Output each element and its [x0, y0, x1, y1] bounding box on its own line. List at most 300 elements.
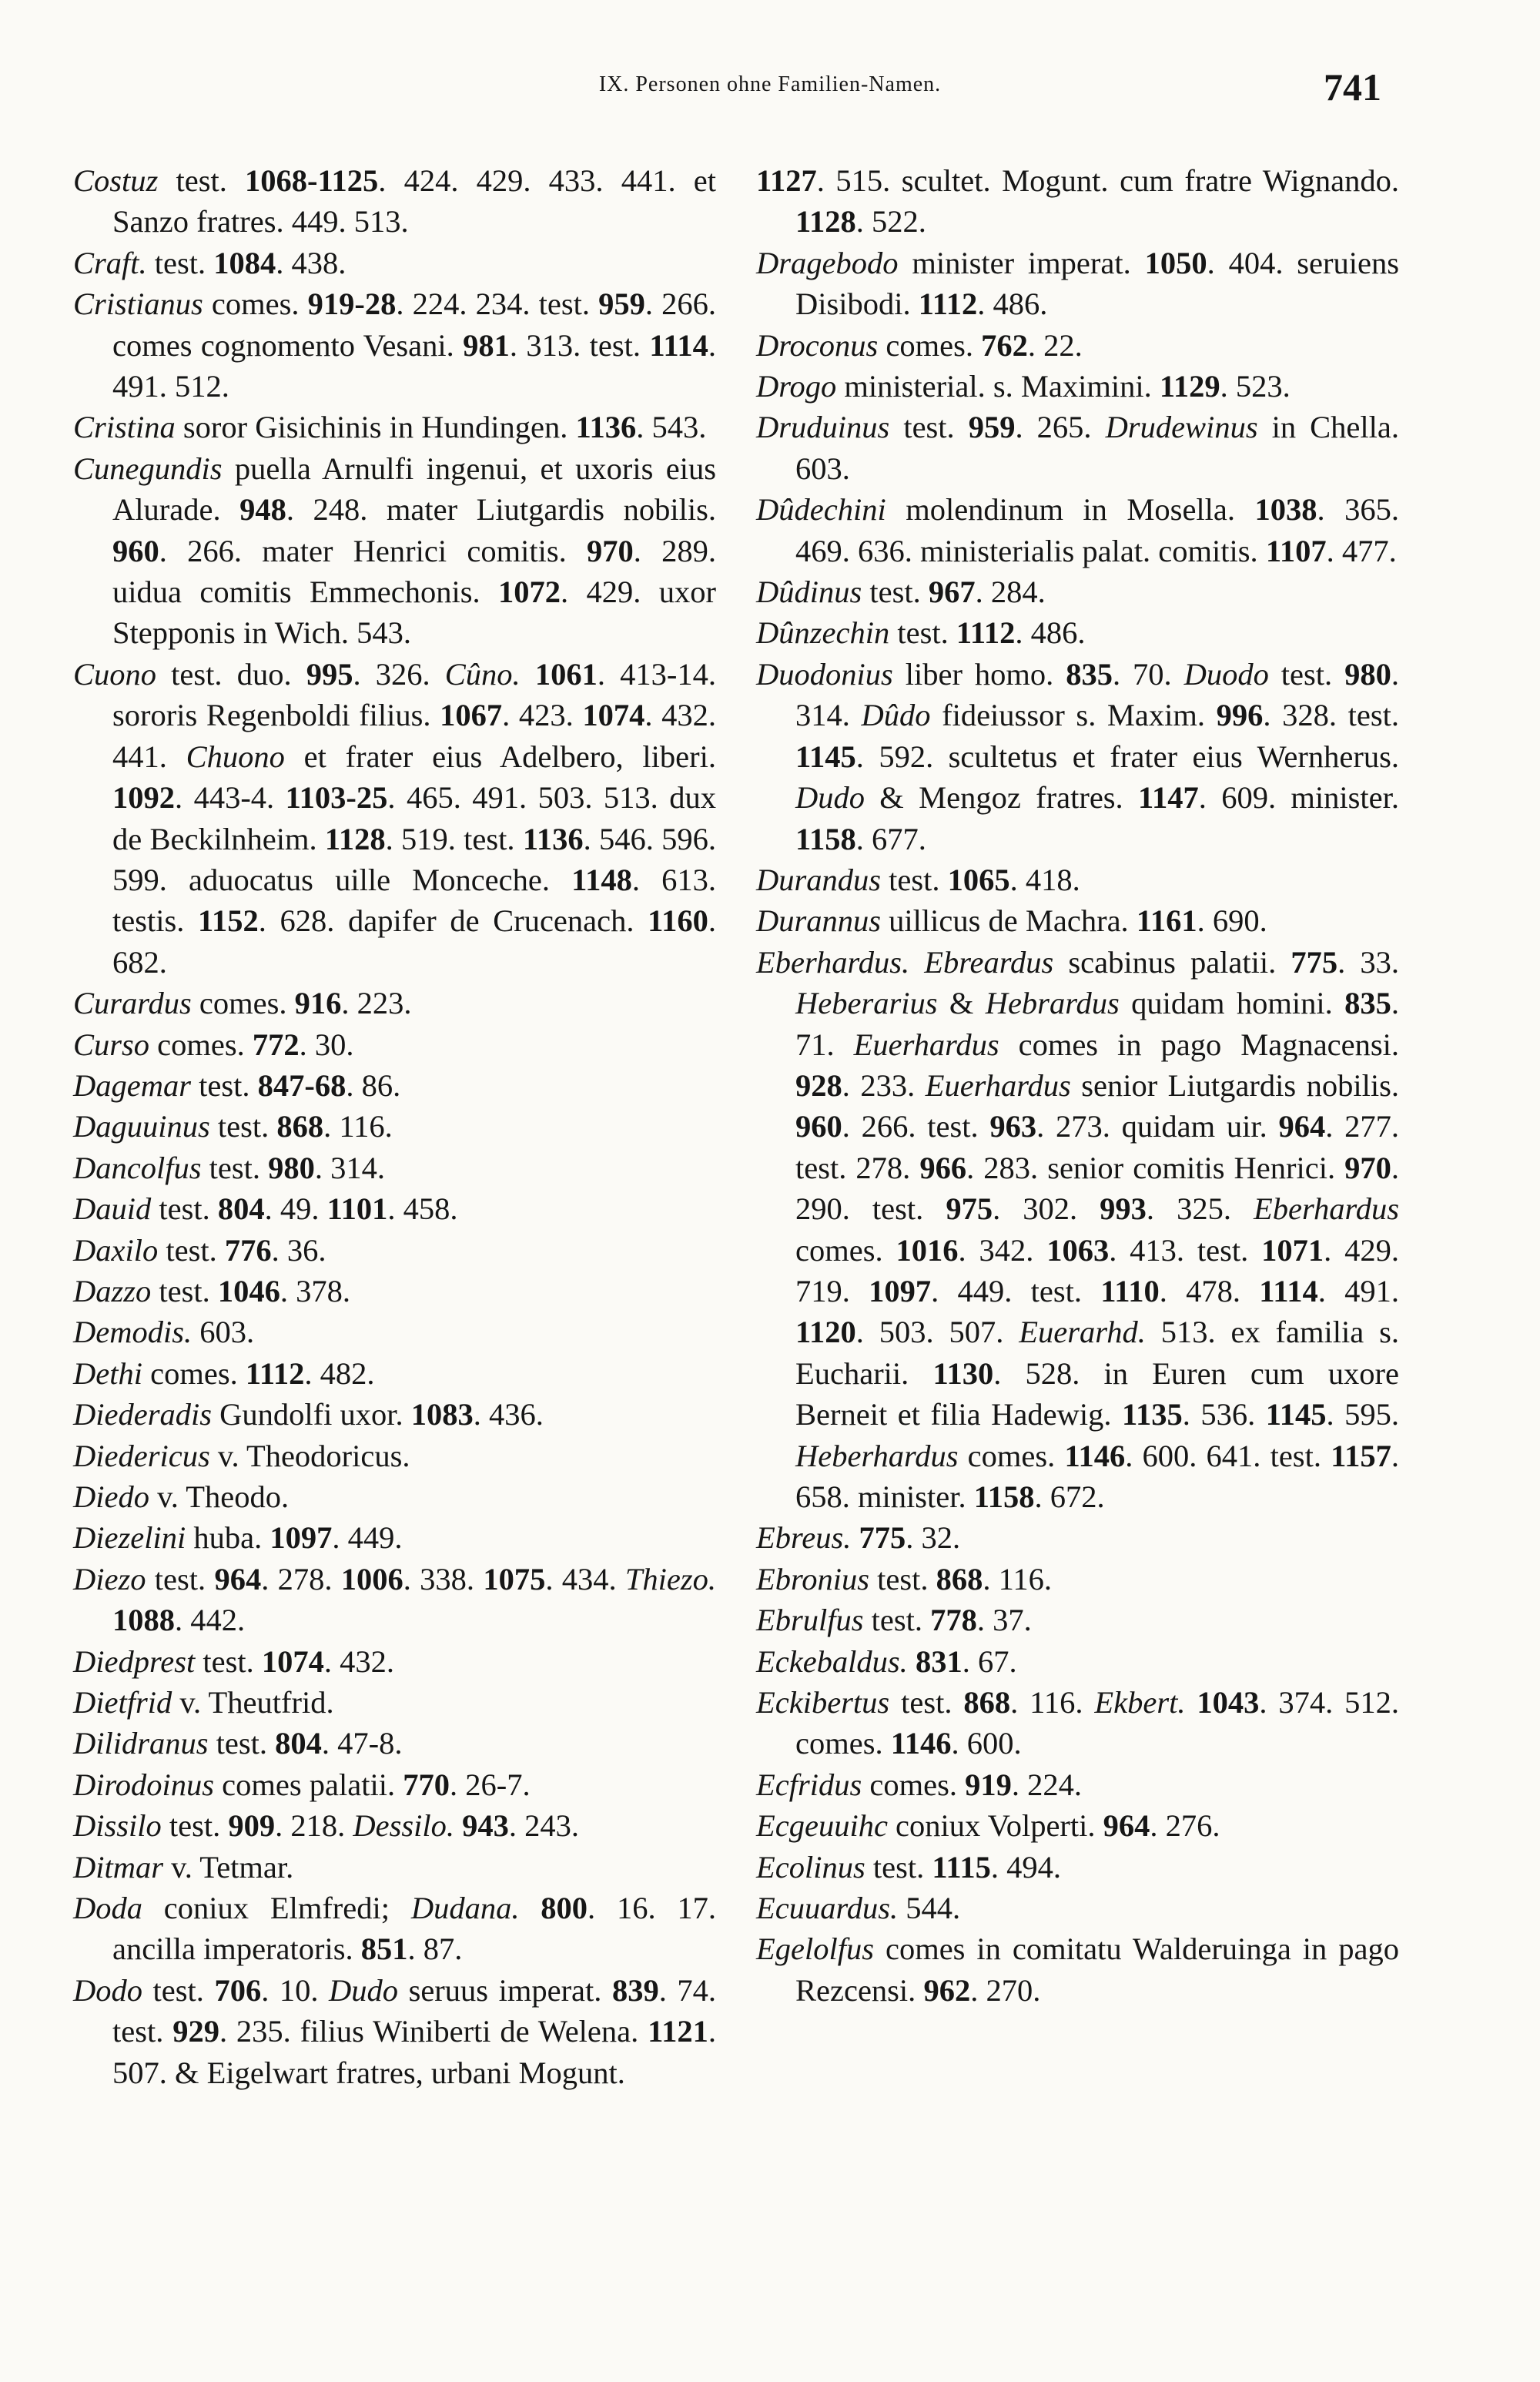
entry-year: 839: [611, 1972, 659, 2008]
entry-name: Doda: [73, 1891, 142, 1926]
entry-year: 980: [268, 1150, 315, 1185]
entry-name: Duodo: [1183, 656, 1269, 692]
entry-name: Dessilo.: [353, 1808, 455, 1844]
entry-text: . 486.: [977, 286, 1048, 322]
entry-text: [521, 657, 535, 692]
entry-text: test.: [889, 615, 956, 651]
index-entry: [756, 942, 1399, 1518]
entry-text: comes in comitatu Walderuinga in pago Rezcensi.: [795, 1931, 1399, 2008]
entry-name: Ecfridus: [756, 1767, 862, 1802]
index-column-right: [756, 160, 1399, 2011]
entry-year: 1158: [795, 821, 856, 856]
entry-year: 1110: [1100, 1273, 1160, 1308]
index-entry: [73, 1394, 716, 1435]
entry-name: Cristina: [73, 410, 176, 445]
index-entry: [73, 983, 716, 1023]
index-entry: [73, 1805, 716, 1846]
entry-year: 981: [463, 327, 510, 363]
entry-year: 1067: [440, 698, 503, 733]
entry-year: 1112: [918, 286, 978, 322]
entry-year: 1129: [1159, 369, 1220, 404]
index-entry: [73, 1723, 716, 1764]
entry-text: . 224.: [1011, 1767, 1082, 1802]
entry-text: minister imperat.: [898, 245, 1145, 280]
entry-year: 1146: [1064, 1438, 1126, 1473]
index-entry: [756, 859, 1399, 900]
entry-year: 980: [1344, 656, 1391, 692]
entry-text: test.: [142, 1972, 215, 2008]
entry-text: test.: [201, 1150, 269, 1185]
index-entry: [73, 243, 716, 283]
entry-year: 1016: [896, 1232, 959, 1268]
entry-name: Ecuuardus.: [756, 1891, 899, 1926]
entry-text: . 302.: [993, 1191, 1100, 1227]
entry-text: test.: [146, 1561, 215, 1596]
entry-text: . 266. mater Henrici comitis.: [159, 533, 587, 568]
index-entry: [756, 654, 1399, 859]
entry-name: Eberhardus: [1253, 1191, 1399, 1227]
entry-name: Dodo: [73, 1972, 142, 2008]
entry-text: . 289. uidua comitis Emmechonis.: [112, 533, 716, 610]
entry-name: Dauid: [73, 1191, 152, 1227]
index-entry: [73, 448, 716, 654]
entry-year: 800: [541, 1891, 588, 1926]
entry-name: Ebrulfus: [756, 1603, 864, 1638]
entry-name: Durannus: [756, 903, 882, 939]
entry-name: Heberarius: [795, 986, 938, 1021]
entry-year: 775: [859, 1520, 906, 1556]
entry-year: 804: [217, 1191, 265, 1227]
entry-year: 962: [923, 1972, 971, 2008]
entry-text: . 443-4.: [175, 780, 286, 816]
entry-year: 1136: [575, 410, 637, 445]
entry-text: [851, 1520, 859, 1555]
entry-text: comes.: [862, 1767, 966, 1802]
entry-text: v. Theodoricus.: [209, 1438, 410, 1473]
entry-text: scabinus palatii.: [1053, 944, 1291, 980]
entry-text: 513. ex familia s. Eucharii.: [795, 1315, 1400, 1391]
entry-year: 963: [989, 1109, 1037, 1144]
entry-name: Demodis.: [73, 1315, 192, 1350]
entry-text: . 325.: [1146, 1191, 1254, 1227]
entry-name: Dethi: [73, 1355, 142, 1391]
entry-text: . 243.: [508, 1808, 580, 1844]
entry-text: . 22.: [1027, 327, 1083, 363]
entry-text: . 609. minister.: [1198, 780, 1400, 816]
index-entry: [73, 1147, 716, 1188]
entry-name: Costuz: [73, 163, 159, 198]
entry-name: Diedo: [73, 1479, 149, 1514]
entry-year: 804: [275, 1726, 322, 1761]
entry-name: Thiezo.: [624, 1561, 717, 1596]
entry-year: 1061: [534, 656, 598, 692]
entry-year: 1145: [795, 739, 856, 774]
index-entry: [73, 1065, 716, 1106]
entry-text: . 116.: [1010, 1685, 1095, 1720]
entry-text: . 449.: [332, 1520, 403, 1556]
index-entry: [73, 1106, 716, 1147]
entry-text: . 235. filius Winiberti de Welena.: [219, 2014, 648, 2049]
entry-text: test.: [190, 1067, 258, 1103]
index-entry: [756, 489, 1399, 571]
entry-year: 835: [1344, 986, 1391, 1021]
entry-text: test.: [889, 410, 969, 445]
entry-text: . 278.: [261, 1561, 341, 1596]
entry-year: 1114: [1259, 1273, 1318, 1308]
entry-text: coniux Elmfredi;: [142, 1891, 411, 1926]
entry-text: . 276.: [1150, 1808, 1220, 1844]
entry-year: 960: [795, 1109, 842, 1144]
index-entry: [73, 1888, 716, 1970]
entry-name: Dudo: [329, 1972, 399, 2008]
entry-text: . 628. dapifer de Crucenach.: [258, 903, 648, 939]
entry-name: Craft.: [73, 245, 147, 280]
entry-year: 996: [1216, 698, 1264, 733]
entry-text: . 49.: [264, 1191, 327, 1227]
entry-text: . 491.: [1317, 1273, 1400, 1308]
entry-text: . 494.: [990, 1849, 1062, 1884]
entry-year: 1136: [522, 821, 584, 856]
entry-text: . 313. test.: [509, 327, 650, 363]
entry-name: Dragebodo: [756, 245, 899, 280]
entry-name: Drogo: [756, 369, 837, 404]
entry-text: test.: [209, 1109, 277, 1144]
entry-year: 995: [306, 656, 353, 692]
index-entry: [73, 160, 716, 243]
entry-year: 770: [403, 1767, 450, 1802]
entry-year: 835: [1066, 656, 1113, 692]
index-entry: [73, 1188, 716, 1229]
entry-text: test.: [863, 1603, 931, 1638]
entry-name: Daguuinus: [73, 1109, 210, 1144]
entry-text: . 326.: [353, 656, 445, 692]
index-entry: [756, 160, 1399, 243]
entry-text: uillicus de Machra.: [881, 903, 1137, 939]
index-entry: [73, 654, 716, 983]
entry-year: 1065: [947, 862, 1010, 897]
entry-name: Durandus: [756, 862, 882, 897]
entry-text: . 536.: [1182, 1397, 1266, 1432]
entry-text: test.: [158, 163, 246, 198]
entry-name: Ditmar: [73, 1849, 164, 1884]
entry-text: coniux Volperti.: [887, 1808, 1103, 1844]
entry-text: . 432. 441.: [112, 698, 716, 774]
entry-year: 1043: [1197, 1685, 1260, 1720]
entry-year: 1107: [1265, 533, 1327, 568]
entry-name: Dissilo: [73, 1808, 162, 1844]
entry-year: 1103-25: [285, 780, 388, 816]
entry-year: 1157: [1331, 1438, 1391, 1473]
entry-text: puella Arnulfi ingenui, et uxoris eius Alurade.: [112, 451, 716, 528]
entry-name: Ekbert.: [1094, 1685, 1186, 1720]
index-entry: [756, 571, 1399, 612]
entry-text: 603.: [192, 1315, 255, 1350]
entry-year: 959: [598, 286, 645, 322]
entry-text: . 342.: [958, 1232, 1047, 1268]
entry-text: senior Liutgardis nobilis.: [1070, 1067, 1400, 1103]
entry-year: 967: [928, 575, 976, 610]
entry-text: . 677.: [855, 821, 926, 856]
entry-year: 1075: [483, 1561, 546, 1596]
entry-text: &: [937, 986, 986, 1021]
entry-name: Diezelini: [73, 1520, 186, 1556]
entry-name: Druduinus: [756, 410, 890, 445]
entry-year: 706: [214, 1972, 262, 2008]
entry-text: Gundolfi uxor.: [211, 1397, 411, 1432]
entry-text: . 32.: [906, 1520, 961, 1556]
entry-year: 1006: [340, 1561, 403, 1596]
entry-text: . 429. uxor Stepponis in Wich. 543.: [112, 575, 716, 651]
entry-year: 1161: [1136, 903, 1197, 939]
index-entry: [73, 1476, 716, 1517]
entry-text: . 314.: [795, 656, 1399, 733]
entry-text: comes.: [878, 327, 982, 363]
entry-text: . 458.: [387, 1191, 458, 1227]
entry-text: . 71.: [795, 986, 1399, 1062]
entry-text: huba.: [186, 1520, 270, 1556]
index-entry: [756, 1559, 1399, 1600]
entry-name: Diedprest: [73, 1643, 196, 1679]
entry-year: 1074: [261, 1643, 324, 1679]
entry-text: . 378.: [280, 1273, 351, 1308]
index-entry: [73, 1641, 716, 1682]
entry-text: . 432.: [323, 1643, 394, 1679]
index-entry: [73, 1764, 716, 1805]
entry-year: 919: [965, 1767, 1012, 1802]
entry-year: 1114: [649, 327, 708, 363]
index-entry: [756, 1805, 1399, 1846]
entry-text: [908, 1644, 916, 1679]
index-entry: [73, 283, 716, 407]
entry-text: . 465. 491. 503. 513. dux de Beckilnheim.: [112, 780, 717, 856]
entry-text: test.: [208, 1726, 276, 1761]
entry-text: . 116.: [323, 1109, 393, 1144]
index-entry: [756, 1764, 1399, 1805]
index-entry: [756, 1517, 1399, 1558]
entry-name: Dagemar: [73, 1067, 191, 1103]
index-entry: [73, 1559, 716, 1641]
entry-text: . 543.: [636, 410, 707, 445]
entry-year: 966: [919, 1150, 967, 1185]
entry-text: quidam homini.: [1119, 986, 1345, 1021]
entry-text: . 682.: [112, 903, 716, 980]
entry-year: 1063: [1046, 1232, 1110, 1268]
entry-name: Duodonius: [756, 656, 893, 692]
entry-text: . 434.: [545, 1561, 625, 1596]
entry-text: . 595.: [1326, 1397, 1400, 1432]
index-entry: [73, 1024, 716, 1065]
entry-year: 964: [214, 1561, 262, 1596]
entry-text: test.: [195, 1643, 262, 1679]
entry-text: . 523.: [1220, 369, 1291, 404]
entry-name: Dirodoinus: [73, 1767, 215, 1802]
entry-text: 544.: [898, 1891, 961, 1926]
index-entry: [756, 366, 1399, 407]
entry-text: liber homo.: [892, 656, 1066, 692]
entry-name: Ecolinus: [756, 1849, 865, 1884]
entry-year: 1115: [932, 1849, 991, 1884]
entry-text: . 613. testis.: [112, 862, 717, 939]
entry-text: . 528. in Euren cum uxore Berneit et filia Hadewig.: [795, 1355, 1399, 1432]
entry-year: 851: [360, 1931, 408, 1967]
entry-text: . 449. test.: [931, 1273, 1101, 1308]
entry-text: . 442.: [175, 1603, 246, 1638]
entry-text: v. Theodo.: [149, 1479, 290, 1514]
index-entry: [73, 1271, 716, 1312]
index-entry: [73, 407, 716, 447]
entry-name: Chuono: [186, 739, 285, 774]
entry-text: . 477.: [1326, 533, 1397, 568]
entry-text: . 486.: [1015, 615, 1086, 651]
index-entry: [73, 1970, 716, 2093]
entry-text: test.: [151, 1273, 218, 1308]
entry-year: 847-68: [257, 1067, 346, 1103]
entry-name: Diederadis: [73, 1397, 212, 1432]
entry-year: 970: [587, 533, 634, 568]
entry-name: Euerhardus: [925, 1067, 1071, 1103]
index-entry: [73, 1312, 716, 1352]
entry-text: in Chella. 603.: [795, 410, 1399, 486]
entry-year: 1097: [270, 1520, 333, 1556]
entry-name: Dudo: [795, 780, 865, 816]
entry-text: test.: [151, 1191, 218, 1227]
entry-year: 1148: [571, 862, 632, 897]
entry-year: 1101: [326, 1191, 388, 1227]
entry-name: Euerhardus: [853, 1027, 999, 1062]
entry-text: . 47-8.: [321, 1726, 403, 1761]
entry-text: . 658. minister.: [795, 1438, 1400, 1514]
entry-year: 909: [228, 1808, 276, 1844]
entry-text: . 491. 512.: [112, 327, 716, 404]
entry-text: et frater eius Adelbero, liberi.: [284, 739, 716, 774]
entry-year: 993: [1100, 1191, 1147, 1227]
entry-text: . 218.: [275, 1808, 353, 1844]
index-entry: [756, 243, 1399, 325]
entry-text: [1185, 1685, 1197, 1720]
index-entry: [756, 900, 1399, 941]
index-entry: [756, 325, 1399, 366]
entry-name: Cristianus: [73, 286, 203, 322]
entry-text: . 507. & Eigelwart fratres, urbani Mogunt.: [112, 2014, 716, 2090]
index-entry: [73, 1436, 716, 1476]
entry-year: 975: [946, 1191, 993, 1227]
entry-text: . 67.: [962, 1643, 1017, 1679]
entry-text: . 273. quidam uir.: [1036, 1109, 1279, 1144]
entry-text: . 418.: [1009, 862, 1080, 897]
entry-text: [519, 1891, 541, 1925]
entry-text: . 10.: [261, 1972, 330, 2008]
entry-text: . 37.: [976, 1603, 1032, 1638]
entry-year: 970: [1344, 1150, 1391, 1185]
entry-text: . 270.: [970, 1972, 1041, 2008]
index-entry: [756, 1682, 1399, 1764]
entry-text: [909, 945, 924, 980]
entry-year: 762: [981, 327, 1028, 363]
entry-text: . 600.: [951, 1726, 1022, 1761]
entry-text: . 266. test.: [842, 1109, 990, 1144]
entry-text: . 522.: [855, 204, 926, 240]
index-entry: [73, 1230, 716, 1271]
entry-text: comes in pago Magnacensi.: [999, 1027, 1400, 1062]
entry-name: Curso: [73, 1027, 150, 1062]
entry-year: 1135: [1121, 1397, 1183, 1432]
entry-text: . 74. test.: [112, 1972, 716, 2049]
entry-text: . 515. scultet. Mogunt. cum fratre Wignando.: [816, 163, 1399, 198]
entry-name: Cunegundis: [73, 451, 223, 486]
entry-year: 778: [930, 1603, 977, 1638]
entry-text: . 436.: [473, 1397, 544, 1432]
entry-year: 868: [276, 1109, 324, 1144]
entry-name: Cuono: [73, 656, 157, 692]
entry-text: . 429. 719.: [795, 1232, 1400, 1308]
entry-text: . 116.: [983, 1561, 1053, 1596]
entry-year: 1128: [324, 821, 386, 856]
entry-text: test.: [158, 1232, 225, 1268]
entry-text: . 283. senior comitis Henrici.: [966, 1150, 1345, 1185]
entry-name: Droconus: [756, 327, 879, 363]
entry-year: 1071: [1261, 1232, 1324, 1268]
entry-text: . 424. 429. 433. 441. et Sanzo fratres. 449. 513.: [112, 163, 716, 240]
entry-year: 1097: [869, 1273, 932, 1308]
entry-name: Curardus: [73, 986, 192, 1021]
entry-text: . 26-7.: [449, 1767, 531, 1802]
entry-name: Eckibertus: [756, 1685, 890, 1720]
entry-text: comes.: [203, 286, 308, 322]
entry-text: test.: [881, 862, 948, 897]
entry-name: Cûno.: [444, 656, 521, 692]
entry-text: . 423.: [502, 698, 583, 733]
entry-text: soror Gisichinis in Hundingen.: [175, 410, 576, 445]
entry-text: . 365. 469. 636. ministerialis palat. comitis.: [795, 492, 1400, 568]
entry-text: . 36.: [271, 1232, 326, 1268]
index-entry: [756, 612, 1399, 653]
entry-text: . 413. test.: [1109, 1232, 1262, 1268]
entry-year: 1147: [1138, 780, 1199, 816]
entry-text: . 438.: [276, 245, 346, 280]
entry-text: . 16. 17. ancilla imperatoris.: [112, 1891, 717, 1967]
entry-text: . 338.: [403, 1561, 484, 1596]
entry-name: Drudewinus: [1105, 410, 1258, 445]
entry-name: Hebrardus: [985, 986, 1120, 1021]
entry-text: . 87.: [407, 1931, 463, 1967]
entry-text: . 224. 234. test.: [396, 286, 599, 322]
entry-year: 868: [936, 1561, 983, 1596]
index-entry: [756, 1888, 1399, 1928]
entry-name: Dudana.: [410, 1891, 520, 1926]
entry-text: test.: [146, 245, 214, 280]
entry-year: 776: [224, 1232, 272, 1268]
entry-year: 948: [239, 492, 286, 528]
entry-name: Dûdechini: [756, 492, 886, 528]
entry-name: Diedericus: [73, 1438, 210, 1473]
entry-year: 1092: [112, 780, 175, 816]
entry-text: . 33.: [1337, 944, 1399, 980]
index-entry: [73, 1847, 716, 1888]
entry-name: Eberhardus.: [756, 944, 910, 980]
entry-year: 1084: [213, 245, 276, 280]
index-entry: [756, 1641, 1399, 1682]
entry-text: . 86.: [346, 1067, 401, 1103]
entry-text: comes.: [142, 1355, 246, 1391]
entry-year: 1083: [410, 1397, 474, 1432]
entry-name: Dûdinus: [756, 575, 862, 610]
entry-text: comes.: [191, 986, 295, 1021]
entry-text: . 546. 596. 599. aduocatus uille Monceche.: [112, 821, 716, 897]
entry-text: . 30.: [299, 1027, 354, 1062]
entry-name: Heberhardus: [795, 1438, 959, 1473]
entry-text: . 265.: [1015, 410, 1106, 445]
entry-name: Dilidranus: [73, 1726, 209, 1761]
